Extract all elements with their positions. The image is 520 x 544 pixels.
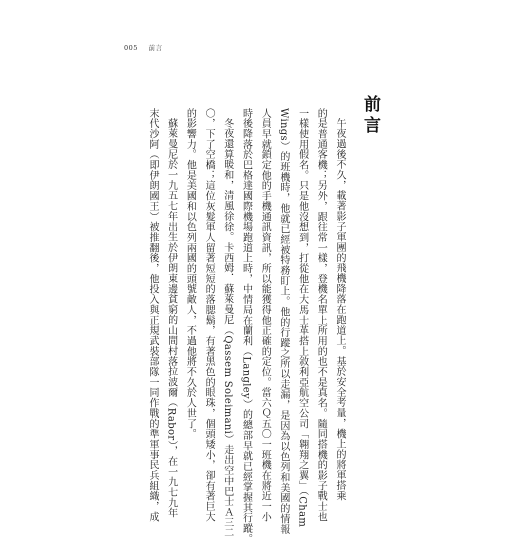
text-column: 的影響力。他是美國和以色列兩國的頭號敵人，不過他將不久於人世了。 [184, 108, 196, 440]
text-column: 〇，下了空橋；這位灰髮軍人留著短短的落腮鬍，有著黑色的眼珠，個頭矮小，卻有著巨大 [203, 108, 215, 522]
body-text [142, 108, 348, 544]
chapter-title: 前言 [360, 95, 380, 137]
text-column: 人員早就鎖定他的手機通訊資訊，所以能獲得他正確的定位。當六Ｑ五〇一班機在將近一小 [259, 108, 271, 522]
text-column: 末代沙阿（即伊朗國王）被推翻後，他投入與正規武裝部隊一同作戰的準軍事民兵組織，成 [146, 108, 158, 522]
text-column: Wings）的班機時，他就已經被特務盯上。他的行蹤之所以走漏，是因為以色列和美國的情報 [277, 108, 289, 535]
text-column: 的是普通客機；另外，跟往常一樣，登機名單上所用的也不是真名。隨同搭機的影子戰士也 [315, 108, 327, 522]
page-number: 005 [124, 44, 138, 52]
text-column: 蘇萊曼尼於一九五七年出生於伊朗東邊貧窮的山間村落拉波爾（Rabor），在一九七九年 [165, 118, 177, 519]
text-column: 冬夜還算暖和，清風徐徐。卡西姆．蘇萊曼尼（Qassem Soleimani）走出空中巴士Ａ三二 [221, 118, 233, 538]
running-header [124, 43, 163, 52]
running-header-section: 前言 [148, 44, 163, 52]
text-column: 午夜過後不久，載著影子軍團的飛機降落在跑道上。基於安全考量，機上的將軍搭乘 [334, 118, 345, 501]
text-column: 一樣使用假名。只是他沒想到，打從他在大馬士革搭上敘利亞航空公司「翱翔之翼」（Cham [296, 108, 308, 528]
text-column: 時後降落於巴格達國際機場跑道上時，中情局在蘭利（Langley）的總部早就已經掌握其行蹤。 [240, 108, 252, 544]
